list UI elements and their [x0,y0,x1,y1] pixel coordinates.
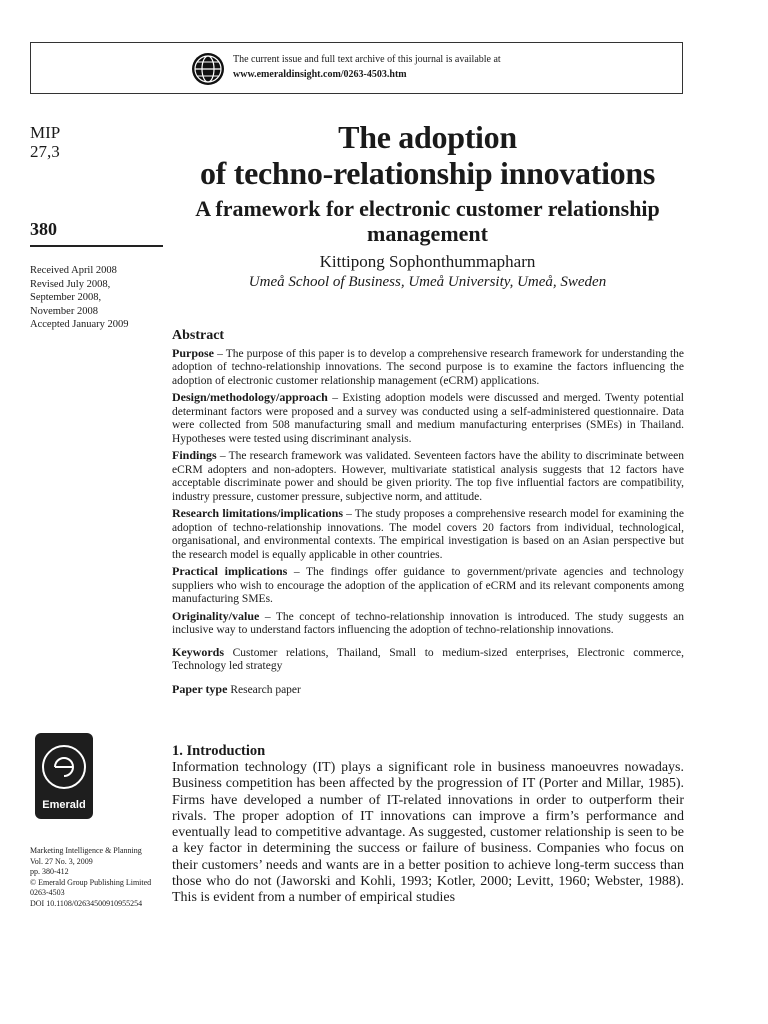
submission-dates [30,264,129,332]
banner-text [233,52,501,82]
section-label: Research limitations/implications [172,506,343,520]
date-line: Revised July 2008, [30,278,111,290]
abstract-originality [172,610,684,638]
emerald-logo [35,733,93,819]
section-text: – The study proposes a comprehensive research model for examining the adoption of techno-relationship innovations. The model covers 20 factors from individual, technological, organisational, and environmental contexts. The empirical investigation is based on an Asian perspective but the research model is equally applicable in other countries. [172,508,684,561]
banner-line: The current issue and full text archive of this journal is available at [233,54,501,65]
abstract [172,329,684,700]
date-line: Accepted January 2009 [30,319,129,330]
article-subtitle: A framework for electronic customer relationship management [195,196,660,246]
author-affiliation: Umeå School of Business, Umeå University, Umeå, Sweden [248,274,607,290]
abstract-purpose [172,347,684,389]
pub-line: Marketing Intelligence & Planning [30,846,142,855]
abstract-practical [172,565,684,607]
section-text: – The findings offer guidance to government/private agencies and technology suppliers who wish to encourage the adoption of the application of eCRM and its relevant components among manufacturing SMEs. [172,566,685,605]
paper-type-label: Paper type [172,681,228,696]
section-text: – The research framework was validated. Seventeen factors have the ability to discriminate between eCRM adopters and non-adopters. However, multivariate statistical analysis suggests that 12 factors have acceptable discriminate power and should be given priority. The top five influential factors are compatibility, industry pressure, customer pressure, subjective norm, and attitude. [172,450,684,503]
pub-line: Vol. 27 No. 3, 2009 [30,856,93,866]
abstract-limitations [172,507,684,562]
date-line: Received April 2008 [30,265,117,276]
pub-line: DOI 10.1108/02634500910955254 [30,898,143,908]
section-text: – The concept of techno-relationship innovation is introduced. The study suggests an inclusive way to understand factors influencing the adoption of techno-relationship innovations. [172,610,684,636]
introduction-section [172,743,684,907]
pub-line: © Emerald Group Publishing Limited [30,877,152,887]
keywords-label: Keywords [172,644,224,659]
paper-type [172,683,684,698]
sidebar-rule [30,245,163,247]
date-line: September 2008, [30,292,102,303]
date-line: November 2008 [30,305,98,317]
keywords-text: Customer relations, Thailand, Small to medium-sized enterprises, Electronic commerce, Technology led strategy [172,646,684,672]
abstract-findings [172,449,684,504]
article-title [165,119,690,191]
section-label: Findings [172,448,217,462]
page-number: 380 [30,219,57,239]
section-label: Design/methodology/approach [172,390,328,404]
intro-heading: 1. Introduction [172,743,266,759]
journal-abbr: MIP [30,123,61,142]
abstract-heading: Abstract [172,328,225,343]
pub-line: pp. 380-412 [30,867,69,876]
logo-wordmark: Emerald [42,799,86,811]
author-name: Kittipong Sophonthummapharn [319,252,536,271]
section-text: – Existing adoption models were discussed and merged. Twenty potential determinant factors were proposed and a survey was conducted using a self-administered questionnaire. Data were collected from 508 manufacturing small and medium manufacturing enterprises (SMEs) in Thailand. Hypotheses were tested using discriminant analysis. [172,392,684,445]
journal-identifier [30,123,60,161]
globe-icon [191,52,225,86]
section-label: Purpose [172,345,214,360]
title-line: of techno-relationship innovations [199,155,656,191]
volume-issue: 27,3 [30,142,60,161]
abstract-design [172,391,684,446]
journal-url-link[interactable]: www.emeraldinsight.com/0263-4503.htm [233,69,407,80]
title-line: The adoption [338,119,517,155]
keywords [172,646,684,674]
section-label: Practical implications [172,564,288,578]
publication-info [30,846,151,909]
intro-body: Information technology (IT) plays a significant role in business manoeuvres nowadays. Business competition has been affected by the progression of IT (Porter and Millar, 1985). Firms have developed a number of IT-related innovations in order to outperform their rivals. The proper adoption of IT innovations can improve a firm’s performance and eventually lead to competitive advantage. As suggested, customer relationship is seen to be a key factor in determining the success or failure of business. Companies who focus on their customers’ needs and wants are in a better position to achieve long-term success than those who do not (Jaworski and Kohli, 1993; Kotler, 2000; Levitt, 1960; Webster, 1988). This is evident from a number of empirical studies [172,760,684,906]
journal-availability-banner [30,42,683,94]
paper-type-text: Research paper [227,683,301,696]
section-label: Originality/value [172,608,260,623]
emerald-e-icon [35,737,93,799]
pub-line: 0263-4503 [30,888,65,897]
section-text: – The purpose of this paper is to develop a comprehensive research framework for understanding the adoption of techno-relationship innovations. The second purpose is to examine the factors influencing the adoption of electronic customer relationship management (eCRM) applications. [172,347,684,387]
